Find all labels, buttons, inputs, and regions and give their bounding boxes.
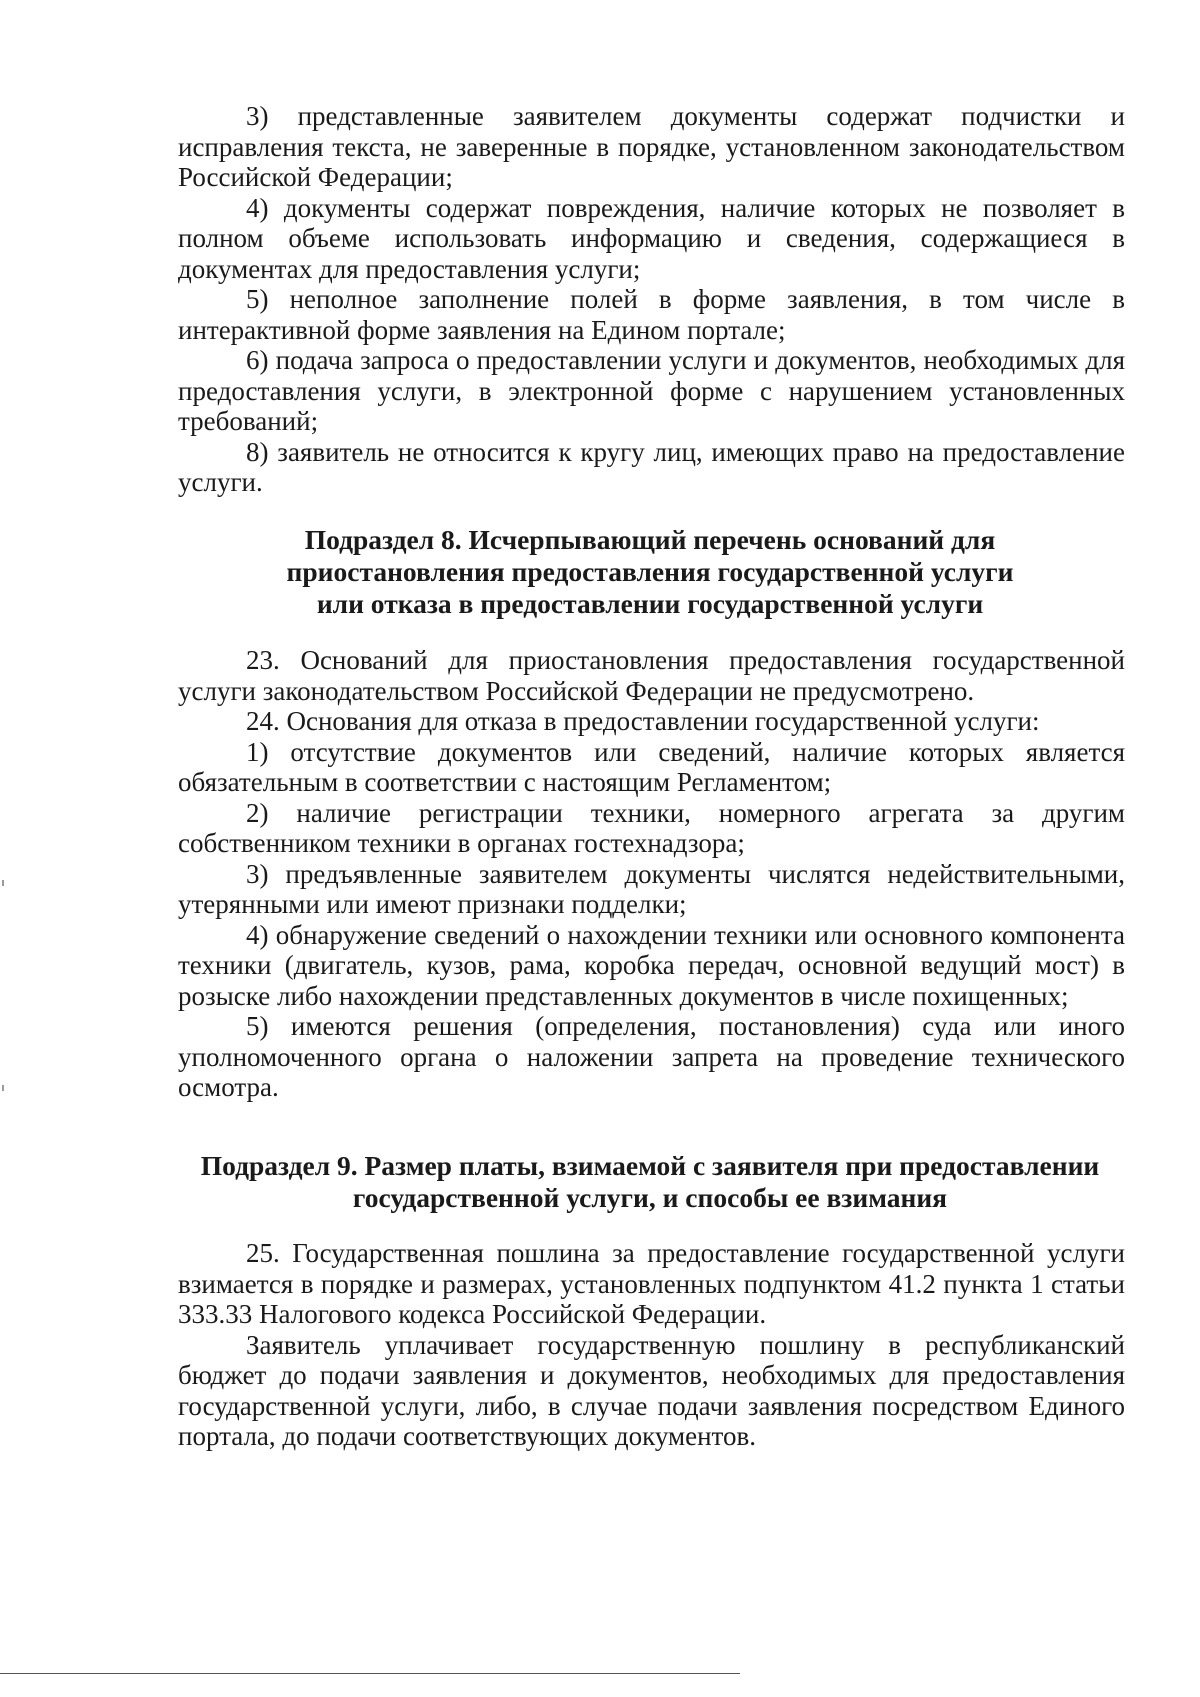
refusal-grounds-continued <box>178 101 1125 498</box>
section-8-heading-line: или отказа в предоставлении государственной услуги <box>316 588 984 619</box>
paragraph-24-item-1: 1) отсутствие документов или сведений, наличие которых является обязательным в соответствии с настоящим Регламентом; <box>178 736 1125 797</box>
paragraph-payment: Заявитель уплачивает государственную пошлину в республиканский бюджет до подачи заявления и документов, необходимых для предоставления государственной услуги, либо, в случае подачи заявления посредством Единого портала, до подачи соответствующих документов. <box>178 1329 1125 1451</box>
paragraph-23: 23. Оснований для приостановления предоставления государственной услуги законодательством Российской Федерации не предусмотрено. <box>178 645 1125 706</box>
paragraph-24-item-3: 3) предъявленные заявителем документы числятся недействительными, утерянными или имеют признаки подделки; <box>178 858 1125 919</box>
section-9-heading <box>170 1150 1130 1214</box>
paragraph-item-8: 8) заявитель не относится к кругу лиц, имеющих право на предоставление услуги. <box>178 436 1125 497</box>
paragraph-24-item-2: 2) наличие регистрации техники, номерного агрегата за другим собственником техники в органах гостехнадзора; <box>178 797 1125 858</box>
paragraph-item-6: 6) подача запроса о предоставлении услуги и документов, необходимых для предоставления услуги, в электронной форме с нарушением установленных требований; <box>178 345 1125 436</box>
scan-artifact <box>2 1085 4 1091</box>
paragraph-24: 24. Основания для отказа в предоставлении государственной услуги: <box>246 706 1040 736</box>
paragraph-24-item-4: 4) обнаружение сведений о нахождении техники или основного компонента техники (двигатель, кузов, рама, коробка передач, основной ведущий мост) в розыске либо нахождении представленных документов в числе похищенных; <box>178 919 1125 1011</box>
scan-artifact <box>2 880 4 886</box>
section-9-body <box>178 1238 1125 1452</box>
section-8-heading-line: приостановления предоставления государственной услуги <box>286 556 1014 587</box>
section-9-heading-line: государственной услуги, и способы ее взимания <box>352 1182 948 1213</box>
section-9-heading-line: Подраздел 9. Размер платы, взимаемой с заявителя при предоставлении <box>200 1150 1100 1181</box>
paragraph-24-item-5: 5) имеются решения (определения, постановления) суда или иного уполномоченного органа о наложении запрета на проведение технического осмотра. <box>178 1011 1125 1102</box>
section-8-heading-line: Подраздел 8. Исчерпывающий перечень оснований для <box>304 524 996 555</box>
section-8-heading <box>170 524 1130 620</box>
paragraph-item-5: 5) неполное заполнение полей в форме заявления, в том числе в интерактивной форме заявления на Едином портале; <box>178 284 1125 345</box>
paragraph-25: 25. Государственная пошлина за предоставление государственной услуги взимается в порядке и размерах, установленных подпунктом 41.2 пункта 1 статьи 333.33 Налогового кодекса Российской Федерации. <box>178 1238 1125 1329</box>
scan-edge-line <box>0 1673 740 1674</box>
paragraph-item-3: 3) представленные заявителем документы содержат подчистки и исправления текста, не заверенные в порядке, установленном законодательством Российской Федерации; <box>178 101 1125 192</box>
paragraph-item-4: 4) документы содержат повреждения, наличие которых не позволяет в полном объеме использовать информацию и сведения, содержащиеся в документах для предоставления услуги; <box>178 192 1125 284</box>
section-8-body <box>178 645 1125 1103</box>
